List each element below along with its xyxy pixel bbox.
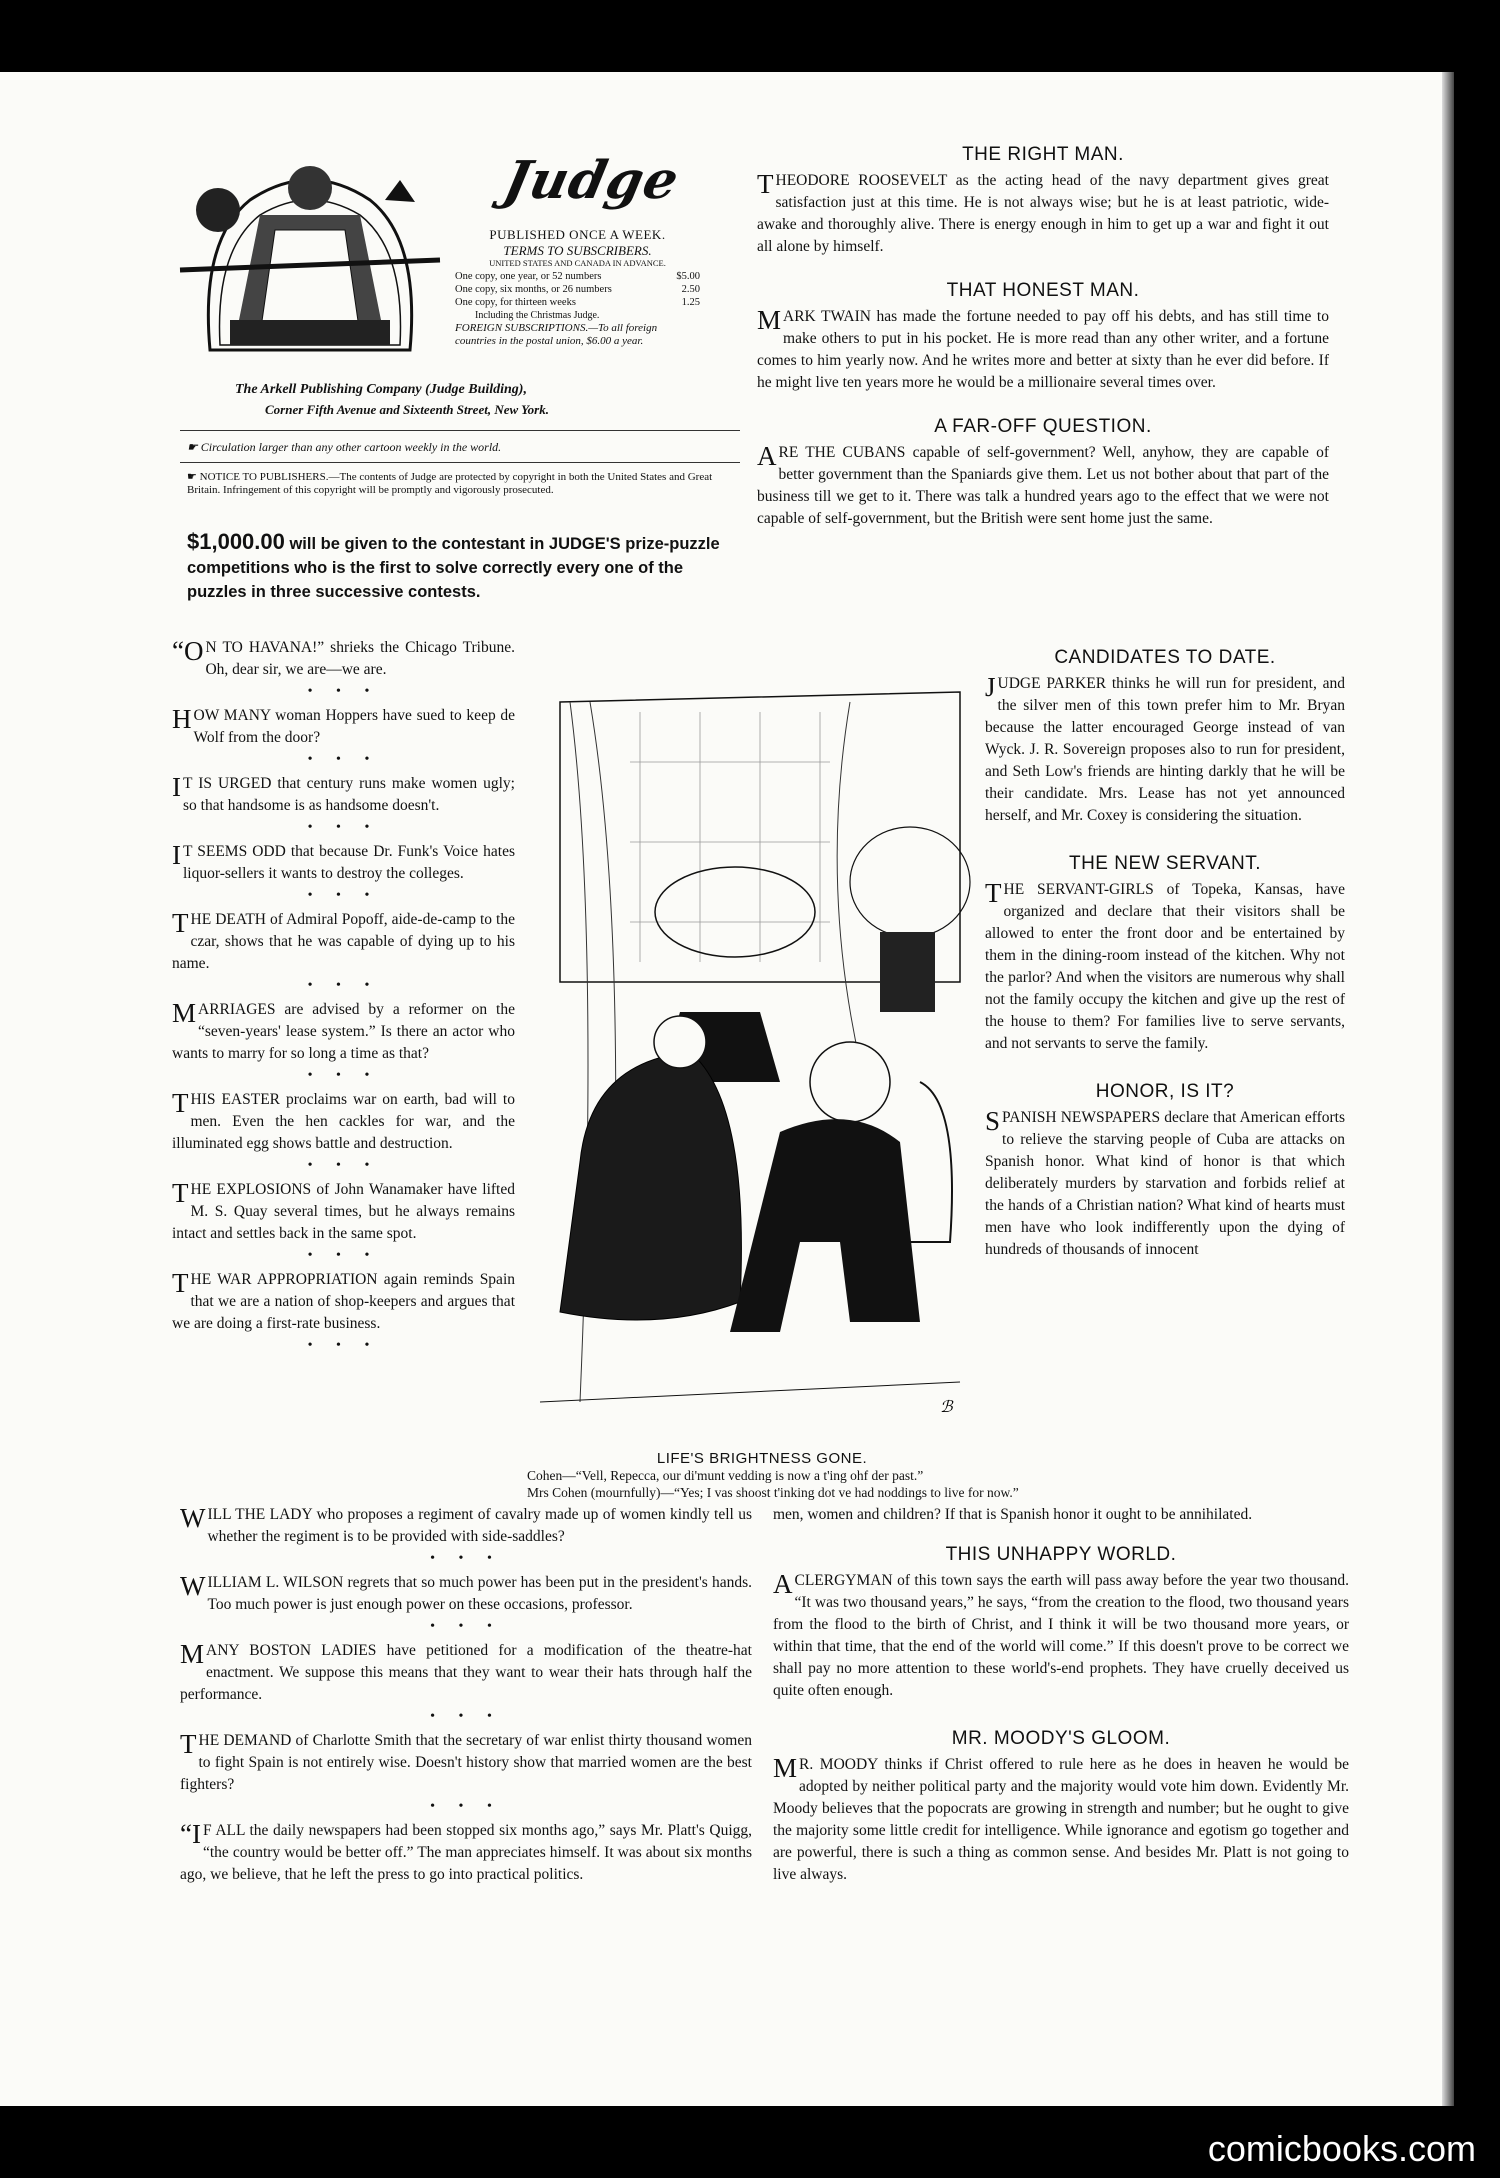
rates-note: Including the Christmas Judge. bbox=[475, 310, 600, 321]
paragraph-item: THE DEMAND of Charlotte Smith that the secretary of war enlist thirty thousand women to fight Spain is not entirely wise. Doesn't history show that married women are the best fighters? bbox=[180, 1729, 752, 1793]
terms-heading: TERMS TO SUBSCRIBERS. bbox=[503, 243, 652, 258]
article-heading: THE NEW SERVANT. bbox=[1068, 853, 1262, 874]
paragraph-item: “O N TO HAVANA!” shrieks the Chicago Tribune. Oh, dear sir, we are—we are. bbox=[172, 636, 515, 678]
article-body: SPANISH NEWSPAPERS declare that American efforts to relieve the starving people of Cuba are attacks on Spanish honor. What kind of honor is that which deliberately murders by starvation and forbids relief at the hands of a Christian nation? What kind of hearts must men have who look indifferently upon the dying of hundreds of thousands of innocent bbox=[985, 1106, 1345, 1258]
paragraph-item: MARRIAGES are advised by a reformer on the “seven-years' lease system.” Is there an actor who wants to marry for so long a time as that? bbox=[172, 998, 515, 1062]
article-body: MARK TWAIN has made the fortune needed to pay off his debts, and has still time to make others to put in his pocket. He is more read than any other writer, and a fortune comes to him yearly now. And he writes more and better at sixty than he ever did before. If he might live ten years more he would be a millionaire several times over. bbox=[757, 305, 1329, 391]
circulation-rule bbox=[180, 462, 740, 463]
terms-region: UNITED STATES AND CANADA IN ADVANCE. bbox=[489, 258, 666, 268]
publisher-line: The Arkell Publishing Company (Judge Building), bbox=[235, 382, 527, 397]
publisher-address: Corner Fifth Avenue and Sixteenth Street, New York. bbox=[265, 402, 549, 417]
separator-dots: • • • bbox=[430, 1709, 502, 1724]
left-bottom-column bbox=[180, 1504, 752, 1888]
paragraph-item: HOW MANY woman Hoppers have sued to keep de Wolf from the door? bbox=[172, 704, 515, 746]
separator-dots: • • • bbox=[307, 820, 380, 835]
separator-dots: • • • bbox=[307, 1068, 380, 1083]
separator-dots: • • • bbox=[430, 1551, 502, 1566]
separator-dots: • • • bbox=[307, 752, 380, 767]
right-middle-column bbox=[985, 647, 1345, 1263]
rate-row: One copy, six months, or 26 numbers 2.50 bbox=[455, 284, 700, 295]
pointing-hand-icon: ☛ bbox=[187, 440, 201, 454]
circulation-line: ☛ Circulation larger than any other cartoon weekly in the world. bbox=[187, 440, 502, 454]
prize-announcement: $1,000.00 will be given to the contestant in JUDGE'S prize-puzzle competitions who is the first to solve correctly every one of the puzzles in three successive contests. bbox=[187, 529, 720, 601]
paragraph-item: I T IS URGED that century runs make women ugly; so that handsome is as handsome doesn't. bbox=[172, 772, 515, 814]
right-top-column bbox=[757, 144, 1329, 532]
paragraph-item: WILL THE LADY who proposes a regiment of cavalry made up of women kindly tell us whether the regiment is to be provided with side-saddles? bbox=[180, 1503, 752, 1545]
pointing-hand-icon: ☛ bbox=[187, 471, 200, 483]
article-body: JUDGE PARKER thinks he will run for president, and the silver men of this town prefer him to Mr. Bryan because the latter encouraged George instead of van Wyck. J. R. Sovereign proposes also to run for president, and Seth Low's friends are hinting darkly that he will be their candidate. Mrs. Lease has not yet announced herself, and Mr. Coxey is considering the situation. bbox=[985, 672, 1345, 824]
foreign-subscriptions: FOREIGN SUBSCRIPTIONS.—To all foreign countries in the postal union, $6.00 a year. bbox=[455, 322, 658, 347]
cartoon-illustration bbox=[520, 682, 990, 1442]
article-heading: MR. MOODY'S GLOOM. bbox=[951, 1728, 1171, 1749]
paragraph-item: MANY BOSTON LADIES have petitioned for a modification of the theatre-hat enactment. We suppose this means that they want to wear their hats through half the performance. bbox=[180, 1639, 752, 1703]
magazine-page bbox=[0, 72, 1450, 2106]
article bbox=[757, 280, 1329, 394]
honor-continued: men, women and children? If that is Spanish honor it ought to be annihilated. bbox=[773, 1506, 1253, 1523]
subscription-block bbox=[455, 228, 700, 348]
published-line: PUBLISHED ONCE A WEEK. bbox=[489, 227, 666, 242]
article bbox=[985, 647, 1345, 827]
prize-amount: $1,000.00 bbox=[187, 529, 285, 554]
paragraph-item: “I F ALL the daily newspapers had been stopped six months ago,” says Mr. Platt's Quigg, “the country would be better off.” The man appreciates himself. It was about six months ago, we believe, that he left the press to go into practical politics. bbox=[180, 1819, 752, 1883]
left-column bbox=[172, 637, 515, 1359]
separator-dots: • • • bbox=[307, 978, 380, 993]
cartoon-caption bbox=[497, 1450, 1027, 1501]
article-heading: THE RIGHT MAN. bbox=[962, 144, 1124, 165]
article-heading: A FAR-OFF QUESTION. bbox=[934, 416, 1152, 437]
separator-dots: • • • bbox=[307, 1338, 380, 1353]
article-heading: CANDIDATES TO DATE. bbox=[1054, 647, 1276, 668]
notice-to-publishers: ☛ NOTICE TO PUBLISHERS.—The contents of Judge are protected by copyright in both the United States and Great Britain. Infringement of this copyright will be promptly and vigorously prosecuted. bbox=[187, 471, 713, 496]
article-body: M R. MOODY thinks if Christ offered to rule here as he does in heaven he would be adopted by neither political party and the majority would vote him down. Evidently Mr. Moody believes that the popocrats are growing in strength and number; but he ought to give the majority some little credit for intelligence. While ignorance and egotism go together and are powerful, there is such a thing as common sense. And besides Mr. Platt is not going to live always. bbox=[773, 1753, 1349, 1883]
article-body: A CLERGYMAN of this town says the earth will pass away before the year two thousand. “It was two thousand years,” he says, “from the creation to the flood, two thousand years from the flood to the birth of Christ, and I think it will be two thousand more years, or within that time, that the end of the world will come.” If this doesn't prove to be correct we shall pay no more attention to these world's-end prophets. They have cruelly deceived us quite often enough. bbox=[773, 1569, 1349, 1699]
article-body: THE SERVANT-GIRLS of Topeka, Kansas, have organized and declare that their visitors shall be allowed to enter the front door and be entertained by them in the dining-room instead of the kitchen. Why not the parlor? And when the visitors are numerous why shall not the family occupy the kitchen and give up the rest of the house to them? For families live to serve servants, and not servants to serve the family. bbox=[985, 878, 1345, 1052]
caption-line: Cohen—“Vell, Repecca, our di'munt vedding is now a t'ing ohf der past.” bbox=[527, 1468, 924, 1483]
caption-line: Mrs Cohen (mournfully)—“Yes; I vas shoost t'inking dot ve had noddings to live for now.” bbox=[527, 1485, 1019, 1500]
article bbox=[985, 1081, 1345, 1261]
paragraph-item: I T SEEMS ODD that because Dr. Funk's Voice hates liquor-sellers it wants to destroy the colleges. bbox=[172, 840, 515, 882]
separator-dots: • • • bbox=[307, 1248, 380, 1263]
separator-dots: • • • bbox=[307, 684, 380, 699]
paragraph-item: THE DEATH of Admiral Popoff, aide-de-camp to the czar, shows that he was capable of dying up to his name. bbox=[172, 908, 515, 972]
article-body: THEODORE ROOSEVELT as the acting head of the navy department gives great satisfaction just at this time. He is not always wise; but he is at least patriotic, wide-awake and thoroughly alive. There is energy enough in him to get up a war and fight it out all alone by himself. bbox=[757, 169, 1329, 255]
paragraph-item: THE EXPLOSIONS of John Wanamaker have lifted M. S. Quay several times, but he always remains intact and settles back in the same spot. bbox=[172, 1178, 515, 1242]
judge-illustration bbox=[160, 140, 460, 360]
rate-row: One copy, for thirteen weeks 1.25 bbox=[455, 297, 700, 308]
article-body: ARE THE CUBANS capable of self-government? Well, anyhow, they are capable of better government than the Spaniards give them. Let us not bother about that part of the business till we get to it. There was talk a hundred years ago to the effect that we were not capable of self-government, but the British were sent home just the same. bbox=[757, 441, 1329, 527]
masthead-rule bbox=[180, 430, 740, 431]
article bbox=[985, 853, 1345, 1055]
svg-text:ℬ: ℬ bbox=[940, 1397, 953, 1416]
article-heading: THIS UNHAPPY WORLD. bbox=[945, 1544, 1177, 1565]
article bbox=[773, 1544, 1349, 1702]
separator-dots: • • • bbox=[307, 1158, 380, 1173]
article-heading: HONOR, IS IT? bbox=[1095, 1081, 1235, 1102]
article-heading: THAT HONEST MAN. bbox=[946, 280, 1140, 301]
cartoon-title: LIFE'S BRIGHTNESS GONE. bbox=[656, 1450, 868, 1467]
article bbox=[757, 416, 1329, 530]
article bbox=[773, 1728, 1349, 1886]
paragraph-item: WILLIAM L. WILSON regrets that so much power has been put in the president's hands. Too much power is just enough power on these occasions, professor. bbox=[180, 1571, 752, 1613]
separator-dots: • • • bbox=[307, 888, 380, 903]
site-watermark: comicbooks.com bbox=[1207, 2128, 1476, 2169]
paragraph-item: THE WAR APPROPRIATION again reminds Spain that we are a nation of shop-keepers and argues that we are doing a first-rate business. bbox=[172, 1268, 515, 1332]
separator-dots: • • • bbox=[430, 1619, 502, 1634]
rate-row: One copy, one year, or 52 numbers $5.00 bbox=[455, 271, 700, 282]
right-bottom-column bbox=[773, 1504, 1349, 1888]
separator-dots: • • • bbox=[430, 1799, 502, 1814]
paragraph-item: THIS EASTER proclaims war on earth, bad will to men. Even the hen cackles for war, and the illuminated egg shows battle and destruction. bbox=[172, 1088, 515, 1152]
article bbox=[757, 144, 1329, 258]
masthead-logo: Judge bbox=[498, 150, 685, 211]
